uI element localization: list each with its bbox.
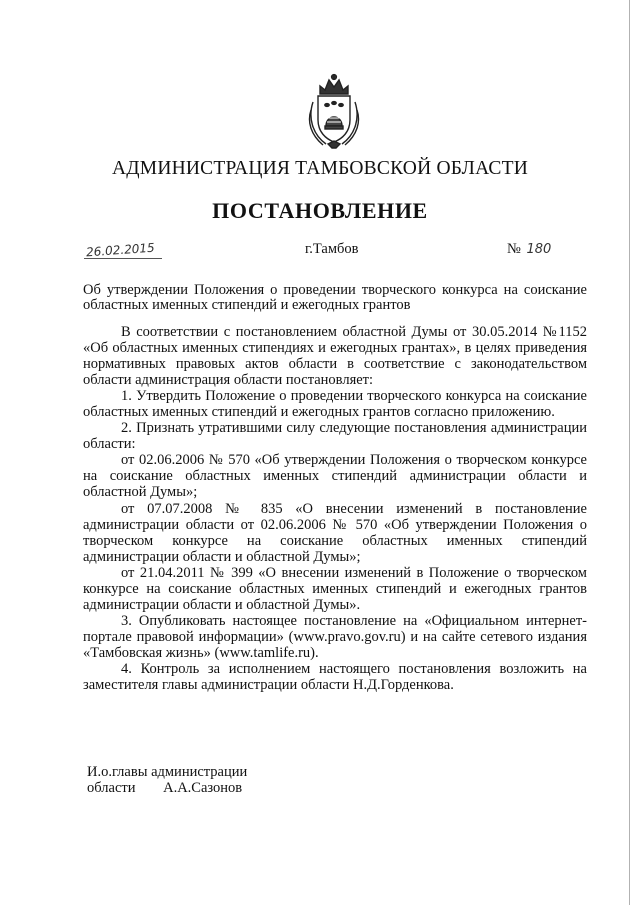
repealed-act-paragraph: от 02.06.2006 № 570 «Об утверждении Положения о творческом конкурсе на соискание областных именных стипендий администрации области и областной Думы»; bbox=[83, 452, 587, 501]
handwritten-number: 180 bbox=[526, 242, 552, 257]
document-type-heading: ПОСТАНОВЛЕНИЕ bbox=[212, 198, 428, 223]
repealed-act-paragraph: от 07.07.2008 № 835 «О внесении изменений в постановление администрации области от 02.06.2006 № 570 «Об утверждении Положения о творческом конкурсе на соискание областных именных стипендий администрации области и областной Думы»; bbox=[83, 500, 587, 565]
signatory-name: А.А.Сазонов bbox=[163, 780, 243, 797]
document-body bbox=[83, 324, 587, 693]
repealed-act-paragraph: от 21.04.2011 № 399 «О внесении изменений в Положение о творческом конкурсе на соискание областных именных стипендий и ежегодных грантов администрации области и областной Думы». bbox=[83, 564, 587, 613]
scan-edge-line bbox=[629, 0, 630, 905]
signature-block bbox=[87, 764, 247, 796]
signatory-title-cont: области bbox=[87, 780, 136, 797]
tambov-region-coat-of-arms-icon bbox=[306, 72, 362, 150]
signatory-title: И.о.главы администрации bbox=[87, 764, 248, 780]
clause-paragraph: 1. Утвердить Положение о проведении творческого конкурса на соискание областных именных стипендий и ежегодных грантов согласно приложению. bbox=[83, 388, 587, 421]
preamble-paragraph: В соответствии с постановлением областной Думы от 30.05.2014 №1152 «Об областных именных стипендиях и ежегодных грантах», в целях приведения нормативных правовых актов области в соответствие с законодательством области администрация области постановляет: bbox=[83, 324, 587, 389]
handwritten-date: 26.02.2015 bbox=[85, 240, 156, 260]
document-number bbox=[507, 241, 551, 258]
clause-paragraph: 4. Контроль за исполнением настоящего постановления возложить на заместителя главы администрации области Н.Д.Горденкова. bbox=[83, 660, 587, 694]
clause-paragraph: 3. Опубликовать настоящее постановление на «Официальном интернет-портале правовой информации» (www.pravo.gov.ru) и на сайте сетевого издания «Тамбовская жизнь» (www.tamlife.ru). bbox=[83, 612, 587, 661]
city-name: г.Тамбов bbox=[305, 241, 359, 257]
organization-title: АДМИНИСТРАЦИЯ ТАМБОВСКОЙ ОБЛАСТИ bbox=[112, 158, 528, 179]
date-underline bbox=[84, 258, 162, 259]
clause-paragraph: 2. Признать утратившими силу следующие постановления администрации области: bbox=[83, 420, 587, 453]
number-sign: № bbox=[507, 241, 521, 257]
document-subject: Об утверждении Положения о проведении творческого конкурса на соискание областных именных стипендий и ежегодных грантов bbox=[83, 282, 587, 313]
